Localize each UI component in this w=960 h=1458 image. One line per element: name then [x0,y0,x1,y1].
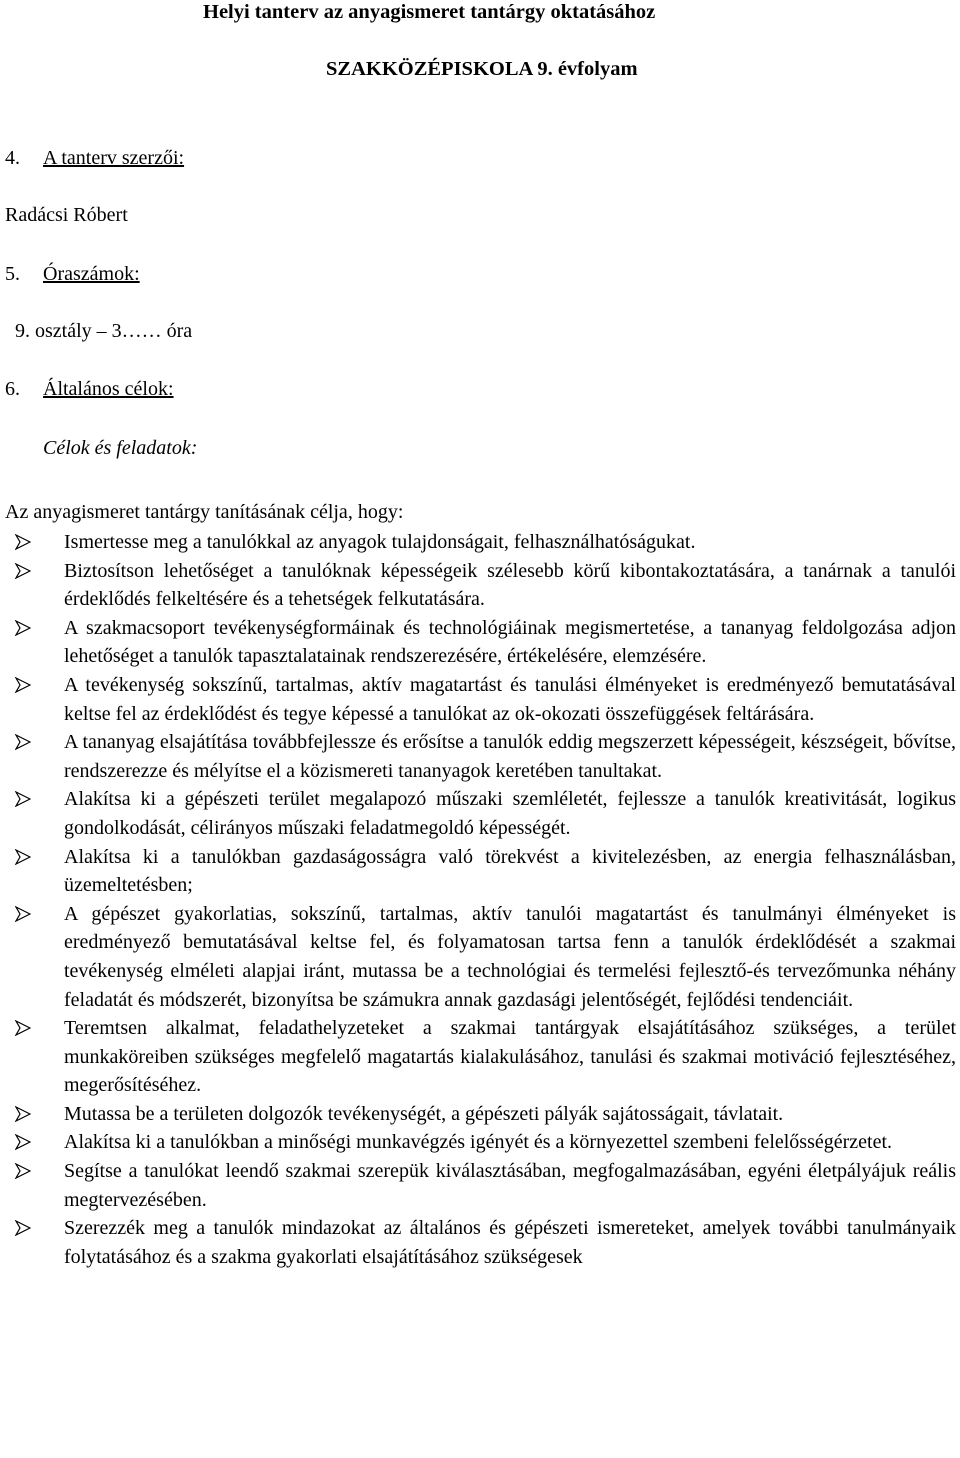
list-item-text: Alakítsa ki a tanulókban a minőségi munkavégzés igényét és a környezettel szembeni felelősségérzetet. [64,1131,893,1154]
list-item [0,843,960,900]
list-item [0,1128,960,1157]
list-item-text: A tevékenység sokszínű, tartalmas, aktív magatartást és tanulási élményeket is eredményező bemutatásával keltse fel az érdeklődést és tegye képessé a tanulókat az ok-okozati összefüggések feltárására. [64,673,956,725]
arrow-bullet-icon [15,620,31,636]
arrow-bullet-icon [15,734,31,750]
goals-list [0,528,960,1271]
list-item-text: Alakítsa ki a tanulókban gazdaságosságra való törekvést a kivitelezésben, az energia felhasználásban, üzemeltetésben; [64,845,956,897]
arrow-bullet-icon [15,1220,31,1236]
list-item [0,785,960,842]
list-item-text: Mutassa be a területen dolgozók tevékenységét, a gépészeti pályák sajátosságait, távlatait. [64,1102,784,1125]
section-authors-heading [5,146,184,170]
list-item [0,900,960,1014]
list-item [0,1214,960,1271]
list-item [0,1014,960,1100]
section-number: 5. [5,263,20,285]
list-item [0,1157,960,1214]
list-item [0,1100,960,1129]
list-item [0,528,960,557]
list-item-text: Ismertesse meg a tanulókkal az anyagok tulajdonságait, felhasználhatóságukat. [64,531,696,553]
list-item [0,614,960,671]
section-label: Óraszámok: [43,263,140,285]
section-hours-heading [5,262,140,286]
arrow-bullet-icon [15,677,31,693]
section-number: 6. [5,378,20,400]
document-title: Helyi tanterv az anyagismeret tantárgy oktatásához [203,1,656,23]
authors-value: Radácsi Róbert [5,204,128,226]
list-item [0,557,960,614]
arrow-bullet-icon [15,563,31,579]
arrow-bullet-icon [15,791,31,807]
section-goals-heading [5,377,174,401]
list-item-text: Biztosítson lehetőséget a tanulóknak képességeik szélesebb körű kibontakoztatására, a tanárnak a tanulói érdeklődés felkeltésére és a tehetségek felkutatására. [64,559,956,611]
list-item [0,728,960,785]
arrow-bullet-icon [15,1106,31,1122]
document-subtitle: SZAKKÖZÉPISKOLA 9. évfolyam [326,58,638,80]
section-label: A tanterv szerzői: [43,147,185,169]
list-item-text: A szakmacsoport tevékenységformáinak és technológiáinak megismertetése, a tananyag feldolgozása adjon lehetőséget a tanulók tapasztalatainak rendszerezésére, értékelésére, elemzésére. [64,616,956,668]
list-item-text: Szerezzék meg a tanulók mindazokat az általános és gépészeti ismereteket, amelyek további tanulmányaik folytatásához és a szakma gyakorlati elsajátításához szükségesek [64,1217,956,1268]
arrow-bullet-icon [15,1163,31,1179]
list-item-text: Segítse a tanulókat leendő szakmai szerepük kiválasztásában, megfogalmazásában, egyéni életpályájuk reális megtervezésében. [64,1160,956,1211]
arrow-bullet-icon [15,849,31,865]
section-number: 4. [5,147,20,169]
arrow-bullet-icon [15,1020,31,1036]
list-item-text: A tananyag elsajátítása továbbfejlessze és erősítse a tanulók eddig megszerzett képességeit, készségeit, bővítse, rendszerezze és mélyítse el a közismereti tananyagok keretében tanultakat. [64,731,956,782]
list-item-text: Alakítsa ki a gépészeti terület megalapozó műszaki szemléletét, fejlessze a tanulók kreativitását, logikus gondolkodását, célirányos műszaki feladatmegoldó képességét. [64,788,956,839]
arrow-bullet-icon [15,906,31,922]
list-item [0,671,960,728]
list-item-text: A gépészet gyakorlatias, sokszínű, tartalmas, aktív tanulói magatartást és tanulmányi élményeket is eredményező bemutatásával keltse fel, és folyamatosan tartsa fenn a tanulók érdeklődését a szakmai tevékenység elméleti alapjai iránt, mutassa be a technológiai és termelési fejlesztő-és tervezőmunka néhány feladatát és módszerét, bizonyítsa be számukra annak gazdasági jelentőségét, fejlődési tendenciáit. [64,902,956,1011]
list-item-text: Teremtsen alkalmat, feladathelyzeteket a szakmai tantárgyak elsajátításához szükséges, a terület munkaköreiben szükséges megfelelő magatartás kialakulásához, tanulási és szakmai motiváció fejlesztéséhez, megerősítéséhez. [64,1017,956,1097]
section-label: Általános célok: [43,378,174,400]
hours-value: 9. osztály – 3…… óra [15,320,193,342]
intro-text: Az anyagismeret tantárgy tanításának célja, hogy: [5,501,404,523]
goals-subheading: Célok és feladatok: [43,437,198,459]
arrow-bullet-icon [15,1134,31,1150]
arrow-bullet-icon [15,534,31,550]
